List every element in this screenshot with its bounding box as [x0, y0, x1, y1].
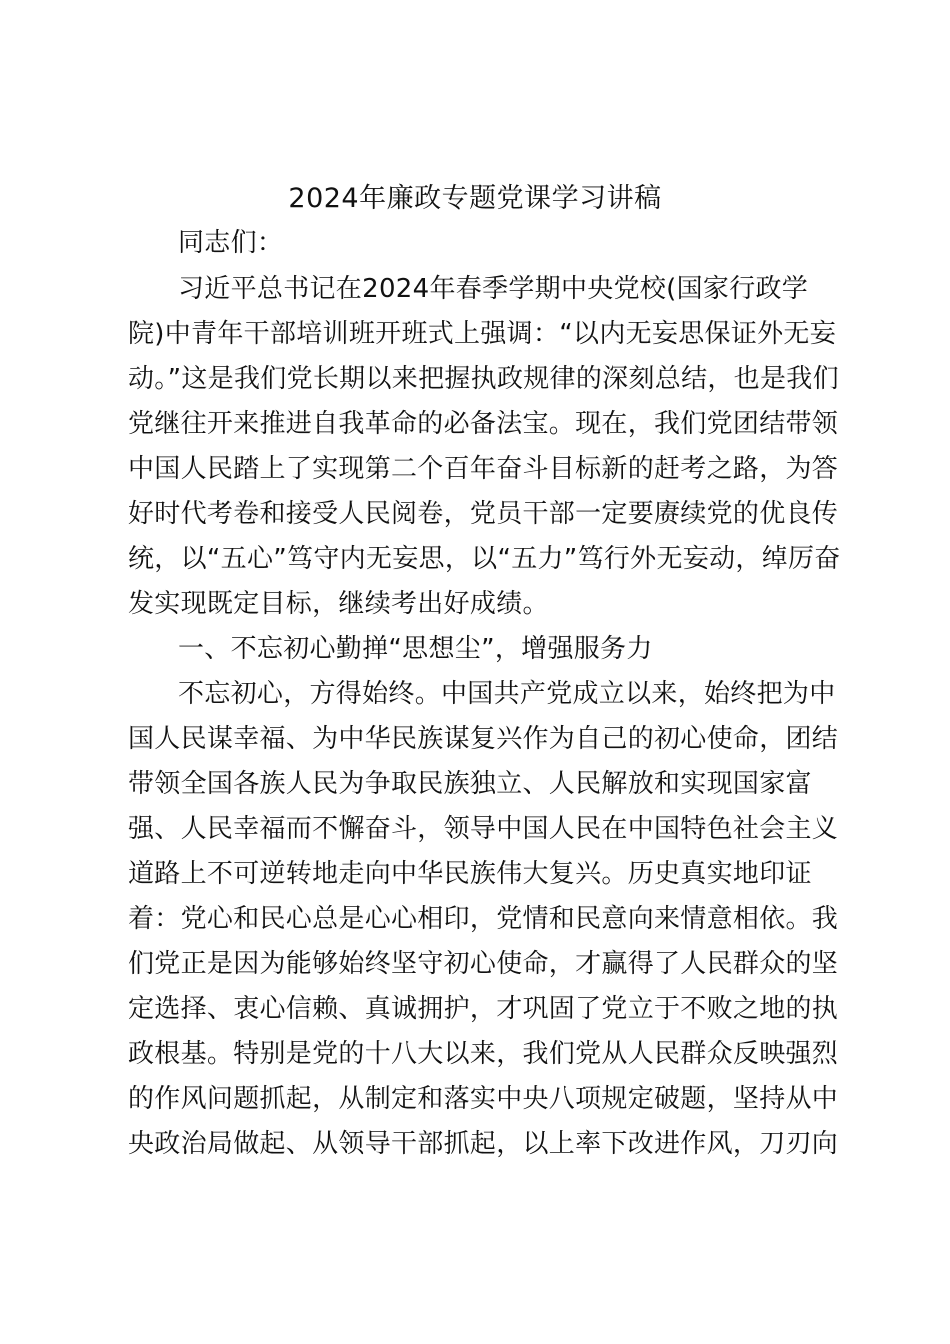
paragraph-line: 的作风问题抓起，从制定和落实中央八项规定破题，坚持从中	[128, 1084, 839, 1114]
paragraph-line: 中国人民踏上了实现第二个百年奋斗目标新的赶考之路，为答	[128, 454, 839, 484]
section-heading-1: 一、不忘初心勤掸“思想尘”，增强服务力	[178, 634, 653, 664]
paragraph-line: 们党正是因为能够始终坚守初心使命，才赢得了人民群众的坚	[128, 949, 839, 979]
paragraph-line: 党继往开来推进自我革命的必备法宝。现在，我们党团结带领	[128, 409, 839, 439]
paragraph-line: 政根基。特别是党的十八大以来，我们党从人民群众反映强烈	[128, 1039, 839, 1069]
paragraph-line: 发实现既定目标，继续考出好成绩。	[128, 589, 549, 619]
paragraph-line: 道路上不可逆转地走向中华民族伟大复兴。历史真实地印证	[128, 859, 812, 889]
paragraph-line: 带领全国各族人民为争取民族独立、人民解放和实现国家富	[128, 769, 812, 799]
paragraph-line: 统，以“五心”笃守内无妄思，以“五力”笃行外无妄动，绰厉奋	[128, 544, 841, 574]
paragraph-line: 着：党心和民心总是心心相印，党情和民意向来情意相依。我	[128, 904, 839, 934]
paragraph-line: 习近平总书记在2024年春季学期中央党校(国家行政学	[178, 274, 809, 304]
paragraph-line: 动。”这是我们党长期以来把握执政规律的深刻总结，也是我们	[128, 364, 839, 394]
paragraph-line: 院)中青年干部培训班开班式上强调：“以内无妄思保证外无妄	[128, 319, 837, 349]
document-title: 2024年廉政专题党课学习讲稿	[288, 183, 662, 214]
paragraph-line: 央政治局做起、从领导干部抓起，以上率下改进作风，刀刃向	[128, 1129, 839, 1159]
salutation: 同志们：	[178, 228, 284, 258]
paragraph-line: 好时代考卷和接受人民阅卷，党员干部一定要赓续党的优良传	[128, 499, 839, 529]
paragraph-line: 国人民谋幸福、为中华民族谋复兴作为自己的初心使命，团结	[128, 724, 839, 754]
paragraph-line: 定选择、衷心信赖、真诚拥护，才巩固了党立于不败之地的执	[128, 994, 839, 1024]
paragraph-line: 强、人民幸福而不懈奋斗，领导中国人民在中国特色社会主义	[128, 814, 839, 844]
paragraph-line: 不忘初心，方得始终。中国共产党成立以来，始终把为中	[178, 679, 836, 709]
